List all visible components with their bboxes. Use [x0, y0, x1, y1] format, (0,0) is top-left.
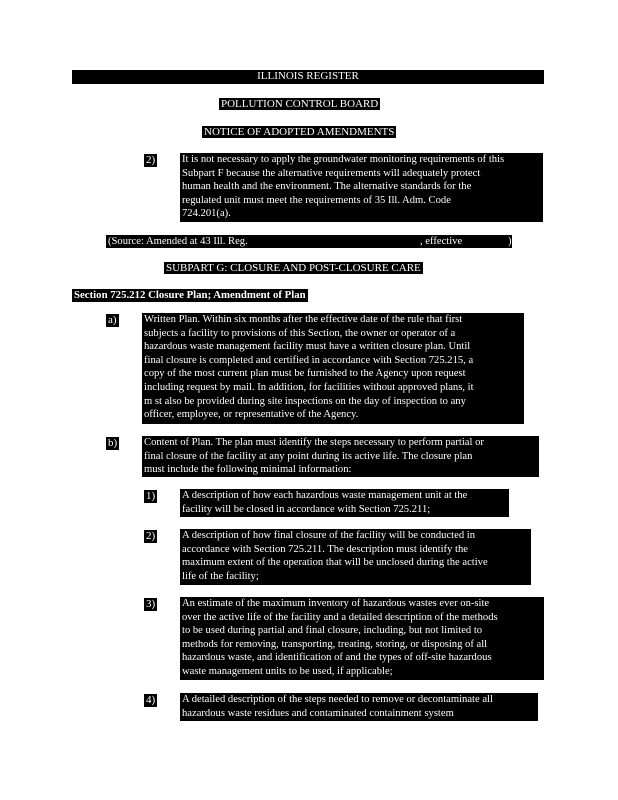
- text-line: regulated unit must meet the requirements of 35 Ill. Adm. Code: [182, 194, 451, 206]
- para-a-label: a): [108, 314, 117, 326]
- text-line: Content of Plan. The plan must identify the steps necessary to perform partial or: [144, 437, 484, 448]
- source-effective: , effective: [420, 236, 463, 247]
- text-line: final closure is completed and certified in accordance with Section 725.215, a: [144, 354, 474, 366]
- register-title-bar: [72, 70, 544, 83]
- text-line: 724.201(a).: [182, 208, 231, 220]
- text-line: over the active life of the facility and a detailed description of the methods: [182, 611, 498, 623]
- item-3-label: 3): [146, 598, 156, 610]
- item-2-text: [180, 529, 531, 585]
- text-line: final closure of the facility at any point during its active life. The closure plan: [144, 450, 473, 462]
- text-line: Subpart F because the alternative requirements will adequately protect: [182, 167, 481, 179]
- section-heading: Section 725.212 Closure Plan; Amendment of Plan: [74, 289, 306, 301]
- item-2-top-text: [180, 153, 543, 222]
- text-line: hazardous waste residues and contaminated containment system: [182, 707, 454, 719]
- text-line: subjects a facility to provisions of this Section, the owner or operator of a: [144, 327, 456, 339]
- text-line: A detailed description of the steps needed to remove or decontaminate all: [182, 694, 493, 705]
- text-line: It is not necessary to apply the groundwater monitoring requirements of this: [182, 154, 505, 165]
- text-line: officer, employee, or representative of the Agency.: [144, 409, 359, 421]
- text-line: including request by mail. In addition, for facilities without approved plans, it: [144, 381, 474, 393]
- text-line: must include the following minimal information:: [144, 464, 352, 476]
- item-4-label: 4): [146, 694, 156, 706]
- text-line: A description of how final closure of the facility will be conducted in: [182, 530, 476, 541]
- board-title: POLLUTION CONTROL BOARD: [221, 98, 379, 110]
- source-suffix: ): [508, 236, 512, 247]
- item-1-label: 1): [146, 490, 156, 502]
- text-line: human health and the environment. The alternative standards for the: [182, 181, 472, 193]
- text-line: maximum extent of the operation that will be unclosed during the active: [182, 557, 488, 569]
- item-4-text: [180, 693, 538, 721]
- item-2-top-label: 2): [146, 154, 156, 166]
- text-line: Written Plan. Within six months after the effective date of the rule that first: [144, 314, 463, 325]
- text-line: hazardous waste management facility must have a written closure plan. Until: [144, 341, 471, 353]
- text-line: hazardous waste, and identification of and the types of off-site hazardous: [182, 652, 492, 664]
- item-2-label: 2): [146, 530, 156, 542]
- text-line: waste management units to be used, if applicable;: [182, 665, 393, 677]
- notice-title: NOTICE OF ADOPTED AMENDMENTS: [204, 126, 395, 138]
- para-b-text: [142, 436, 539, 477]
- item-1-text: [180, 489, 509, 517]
- text-line: methods for removing, transporting, treating, storing, or disposing of all: [182, 638, 488, 650]
- register-title: ILLINOIS REGISTER: [257, 70, 359, 82]
- source-prefix: (Source: Amended at 43 Ill. Reg.: [108, 236, 248, 247]
- register-rule: [72, 83, 544, 84]
- text-line: m st also be provided during site inspections on the day of inspection to any: [144, 395, 466, 407]
- item-3-text: [180, 597, 544, 680]
- text-line: A description of how each hazardous waste management unit at the: [182, 490, 468, 501]
- text-line: accordance with Section 725.211. The description must identify the: [182, 543, 468, 555]
- text-line: facility will be closed in accordance with Section 725.211;: [182, 503, 431, 515]
- para-b-label: b): [108, 437, 118, 449]
- text-line: life of the facility;: [182, 570, 259, 582]
- text-line: to be used during partial and final closure, including, but not limited to: [182, 625, 483, 637]
- source-note: [106, 235, 512, 248]
- subpart-heading: SUBPART G: CLOSURE AND POST-CLOSURE CARE: [166, 262, 421, 274]
- para-a-text: [142, 313, 524, 424]
- text-line: An estimate of the maximum inventory of hazardous wastes ever on-site: [182, 598, 490, 609]
- text-line: copy of the most current plan must be furnished to the Agency upon request: [144, 368, 466, 380]
